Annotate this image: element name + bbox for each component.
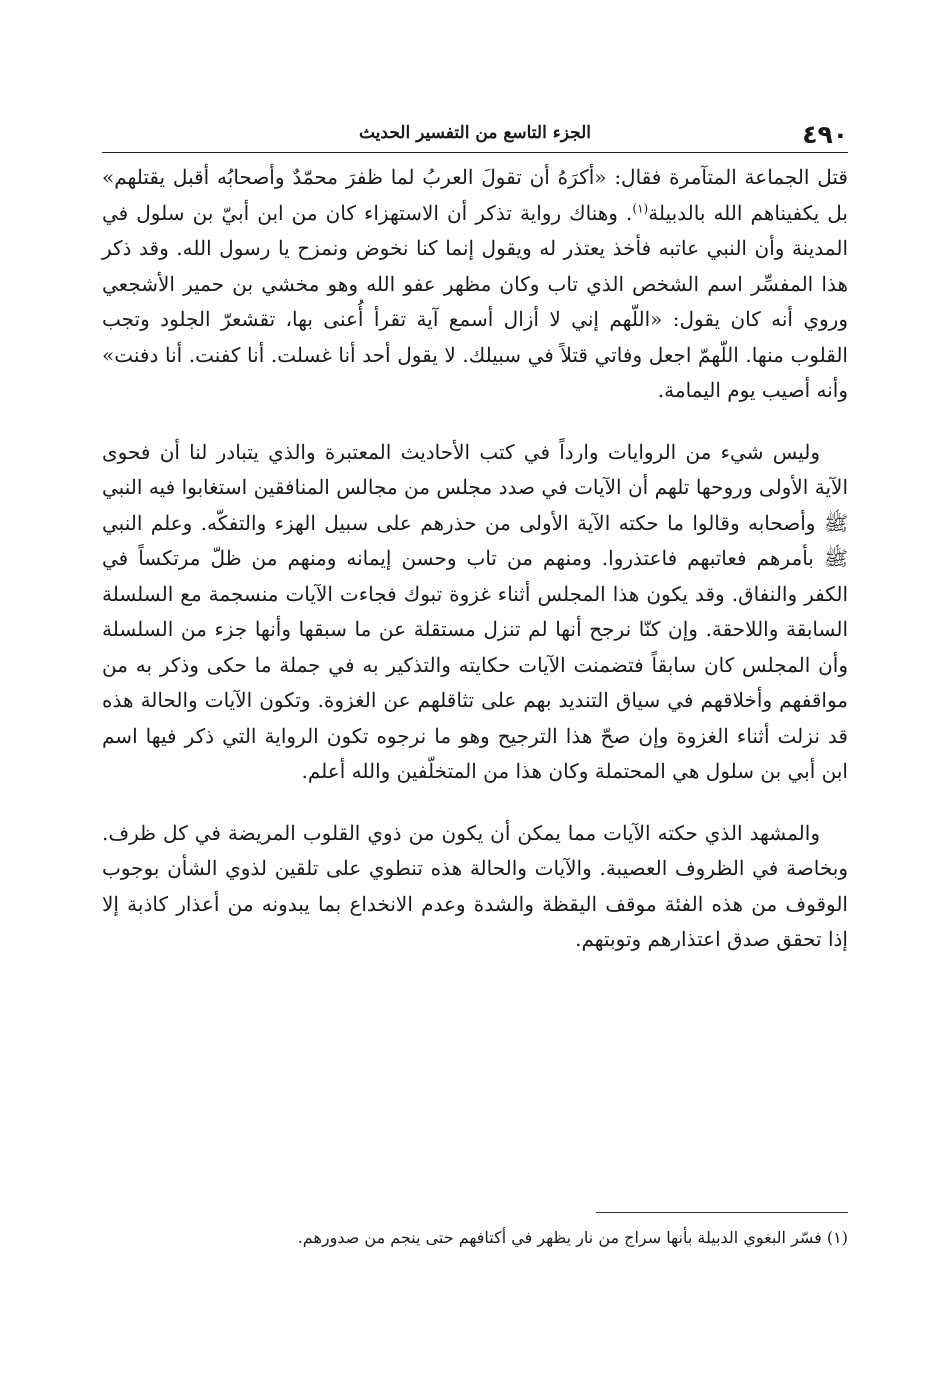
paragraph-2: وليس شيء من الروايات وارداً في كتب الأحاديث المعتبرة والذي يتبادر لنا أن فحوى الآية الأولى وروحها تلهم أن الآيات في صدد مجلس من مجالس المنافقين استغابوا فيه النبي ﷺ وأصحابه وقالوا ما حكته الآية الأولى من حذرهم على سبيل الهزء والتفكّه. وعلم النبي ﷺ بأمرهم فعاتبهم فاعتذروا. ومنهم من تاب وحسن إيمانه ومنهم من ظلّ مرتكساً في الكفر والنفاق. وقد يكون هذا المجلس أثناء غزوة تبوك فجاءت الآيات منسجمة مع السلسلة السابقة واللاحقة. وإن كنّا نرجح أنها لم تنزل مستقلة عن ما سبقها وأنها جزء من السلسلة وأن المجلس كان سابقاً فتضمنت الآيات حكايته والتذكير به في جملة ما حكى وذكر به من مواقفهم وأخلاقهم في سياق التنديد بهم على تثاقلهم عن الغزوة. وتكون الآيات والحالة هذه قد نزلت أثناء الغزوة وإن صحّ هذا الترجيح وهو ما نرجوه تكون الرواية التي ذكر فيها اسم ابن أبي بن سلول هي المحتملة وكان هذا من المتخلّفين والله أعلم. <box>102 439 848 783</box>
footnote-marker: (١) <box>632 200 649 215</box>
paragraph-1 <box>102 160 848 409</box>
page-number: ٤٩٠ <box>802 120 848 149</box>
paragraph-3: والمشهد الذي حكته الآيات مما يمكن أن يكون من ذوي القلوب المريضة في كل ظرف. وبخاصة في الظروف العصيبة. والآيات والحالة هذه تنطوي على تلقين لذوي الشأن بوجوب الوقوف من هذه الفئة موقف اليقظة والشدة وعدم الانخداع بما يبدونه من أعذار كاذبة إلا إذا تحقق صدق اعتذارهم وتوبتهم. <box>102 820 848 951</box>
header-divider <box>102 152 848 153</box>
footnote: (١) فسّر البغوي الدبيلة بأنها سراج من نار يظهر في أكتافهم حتى ينجم من صدورهم. <box>297 1228 848 1247</box>
running-header <box>102 116 848 152</box>
paragraph-1-text-b: . وهناك رواية تذكر أن الاستهزاء كان من ابن أبيّ بن سلول في المدينة وأن النبي عاتبه فأخذ يعتذر له ويقول إنما كنا نخوض ونمزح يا رسول الله. وقد ذكر هذا المفسِّر اسم الشخص الذي تاب وكان مظهر عفو الله وهو مخشي بن حمير الأشجعي وروي أنه كان يقول: «اللّهم إني لا أزال أسمع آية تقرأ أُعنى بها، تقشعرّ الجلود وتجب القلوب منها. اللّهمّ اجعل وفاتي قتلاً في سبيلك. لا يقول أحد أنا غسلت. أنا كفنت. أنا دفنت» وأنه أصيب يوم اليمامة. <box>102 200 848 402</box>
header-title: الجزء التاسع من التفسير الحديث <box>358 123 591 143</box>
footnote-divider <box>596 1212 848 1213</box>
main-text <box>102 160 848 958</box>
paragraph-1-text-a: قتل الجماعة المتآمرة فقال: «أكرَهُ أن تقولَ العربُ لما ظفرَ محمّدٌ وأصحابُه أقبل يقتلهم» بل يكفيناهم الله بالدبيلة <box>102 165 848 225</box>
